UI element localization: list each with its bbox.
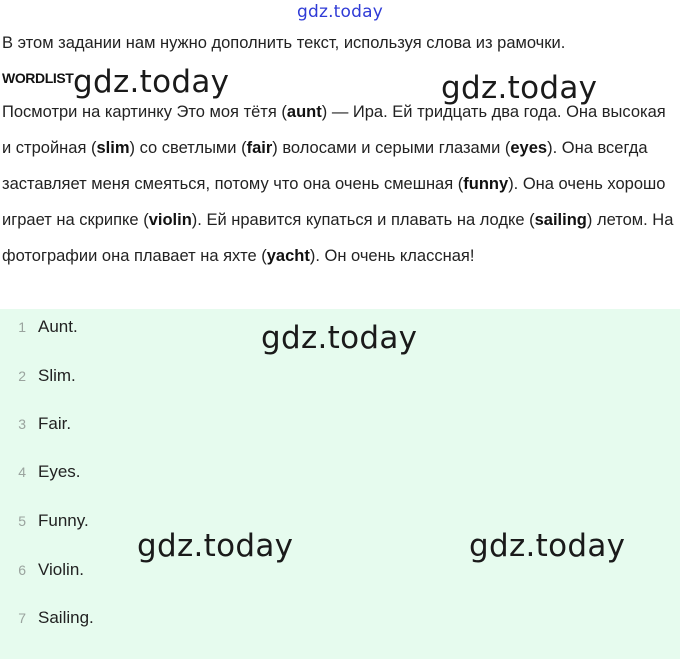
watermark: gdz.today <box>469 528 626 564</box>
story-segment: Посмотри на картинку Это моя тётя ( <box>2 103 287 121</box>
watermark: gdz.today <box>137 528 294 564</box>
answer-text: Slim. <box>38 366 76 385</box>
story-keyword: eyes <box>510 139 548 157</box>
answer-text: Fair. <box>38 414 72 433</box>
story-segment: ). Она всегда заставляет меня смеяться, потому что она очень смешная ( <box>2 139 648 193</box>
answer-text: Aunt. <box>38 317 78 336</box>
task-instruction: В этом задании нам нужно дополнить текст, используя слова из рамочки. <box>2 34 566 52</box>
story-segment: ) со светлыми ( <box>129 139 247 157</box>
watermark: gdz.today <box>73 64 230 100</box>
watermark-top: gdz.today <box>296 2 384 22</box>
story-keyword: fair <box>246 139 273 157</box>
watermark: gdz.today <box>441 70 598 106</box>
answer-number: 2 <box>18 368 26 384</box>
wordlist-label: WORDLIST <box>2 70 74 86</box>
answer-item <box>0 555 84 585</box>
answer-number: 4 <box>18 464 26 480</box>
answer-number: 7 <box>18 610 26 626</box>
story-segment: ) волосами и серыми глазами ( <box>272 139 511 157</box>
answer-item <box>0 312 78 342</box>
story-text <box>2 94 678 274</box>
story-keyword: yacht <box>266 247 310 265</box>
answer-text: Eyes. <box>38 462 81 481</box>
story-segment: ) летом. На фотографии она плавает на яхте ( <box>2 211 674 265</box>
answers-panel <box>0 309 680 659</box>
story-segment: ). Он очень классная! <box>309 247 475 265</box>
answer-number: 5 <box>18 513 26 529</box>
story-segment: ). Она очень хорошо играет на скрипке ( <box>2 175 666 229</box>
watermark: gdz.today <box>261 320 418 356</box>
story-keyword: violin <box>148 211 192 229</box>
story-keyword: aunt <box>286 103 322 121</box>
answer-number: 1 <box>18 319 26 335</box>
answer-number: 6 <box>18 562 26 578</box>
story-keyword: funny <box>463 175 509 193</box>
story-segment: ) — Ира. Ей тридцать два года. Она высокая и стройная ( <box>2 103 666 157</box>
answer-item <box>0 409 71 439</box>
story-keyword: slim <box>96 139 130 157</box>
answer-text: Violin. <box>38 560 84 579</box>
answer-text: Sailing. <box>38 608 94 627</box>
answer-text: Funny. <box>38 511 89 530</box>
answer-item <box>0 361 76 391</box>
answer-item <box>0 603 94 633</box>
answer-item <box>0 457 81 487</box>
answer-item <box>0 506 89 536</box>
story-segment: ). Ей нравится купаться и плавать на лодке ( <box>191 211 535 229</box>
story-keyword: sailing <box>534 211 587 229</box>
answer-number: 3 <box>18 416 26 432</box>
